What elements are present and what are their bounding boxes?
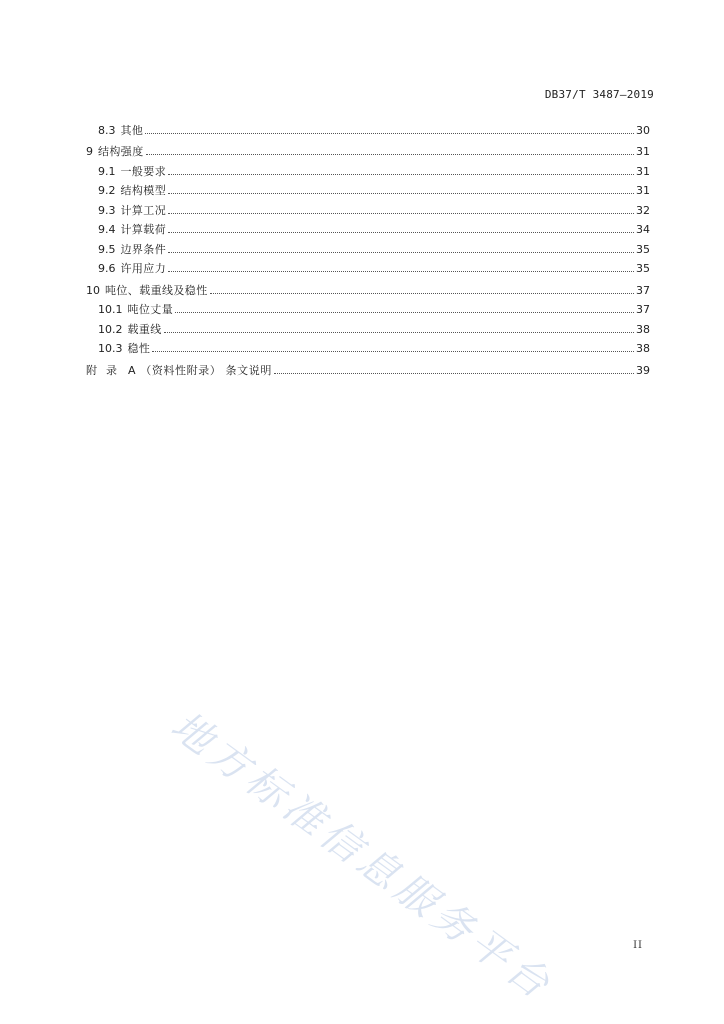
toc-leader-dots — [168, 193, 634, 194]
toc-leader-dots — [168, 213, 634, 214]
toc-item-page: 30 — [636, 123, 650, 137]
page-number: II — [633, 940, 643, 951]
toc-item[interactable] — [86, 116, 650, 136]
toc-item-number: 10.1 — [98, 303, 123, 316]
toc-item-number: 9.3 — [98, 203, 116, 217]
document-id: DB37/T 3487—2019 — [544, 88, 654, 101]
toc-item-title: 吨位、载重线及稳性 — [105, 283, 208, 297]
toc-leader-dots — [168, 174, 634, 175]
toc-item-title: 计算工况 — [120, 203, 167, 217]
toc-item-page: 38 — [636, 322, 650, 336]
toc-item[interactable] — [86, 216, 650, 236]
toc-item-number: 9.6 — [98, 262, 116, 275]
toc-item[interactable] — [86, 196, 650, 216]
toc-item-number: 10.3 — [98, 342, 123, 355]
toc-item-title: 稳性 — [127, 342, 151, 355]
toc-item-title: 结构强度 — [98, 145, 144, 158]
toc-item-title: 计算载荷 — [120, 223, 167, 236]
toc-item-number: 附录 — [86, 363, 126, 377]
toc-leader-dots — [210, 293, 634, 294]
toc-item-number: 9 — [86, 145, 93, 158]
watermark-text: 地方标准信息服务平台 — [162, 702, 562, 1011]
toc-leader-dots — [145, 133, 634, 134]
toc-item-appendix[interactable] — [86, 356, 650, 376]
toc-item-page: 32 — [636, 203, 650, 217]
toc-item-page: 34 — [636, 223, 650, 236]
toc-item-number: 9.4 — [98, 223, 116, 236]
toc-item[interactable] — [86, 335, 650, 355]
toc-item[interactable] — [86, 296, 650, 316]
toc-item-title: 载重线 — [127, 322, 162, 336]
toc-leader-dots — [168, 252, 634, 253]
toc-item[interactable] — [86, 255, 650, 275]
toc-leader-dots — [175, 312, 634, 313]
toc-item[interactable] — [86, 177, 650, 197]
toc-item-page: 39 — [636, 363, 650, 377]
toc-item-title: 吨位丈量 — [127, 303, 174, 316]
toc-item[interactable] — [86, 138, 650, 158]
toc-item-page: 35 — [636, 242, 650, 256]
toc-item-page: 37 — [636, 303, 650, 316]
toc-item-number: 10 — [86, 283, 100, 297]
toc-item-title: 边界条件 — [120, 242, 167, 256]
toc-item-page: 31 — [636, 164, 650, 178]
toc-leader-dots — [168, 271, 634, 272]
toc-item-title: 其他 — [120, 123, 144, 137]
toc-item[interactable] — [86, 315, 650, 335]
table-of-contents — [86, 116, 650, 376]
toc-item-number: 9.1 — [98, 164, 116, 178]
toc-leader-dots — [164, 332, 634, 333]
toc-item-page: 31 — [636, 184, 650, 197]
toc-item-title: A （资料性附录） 条文说明 — [128, 363, 272, 377]
toc-item-title: 许用应力 — [120, 262, 167, 275]
toc-item-number: 9.2 — [98, 184, 116, 197]
toc-item[interactable] — [86, 276, 650, 296]
toc-item-number: 9.5 — [98, 242, 116, 256]
toc-item-page: 31 — [636, 145, 650, 158]
toc-item-page: 37 — [636, 283, 650, 297]
toc-leader-dots — [152, 351, 634, 352]
toc-item-title: 一般要求 — [120, 164, 167, 178]
toc-item[interactable] — [86, 235, 650, 255]
toc-leader-dots — [274, 373, 634, 374]
toc-item-number: 10.2 — [98, 322, 123, 336]
toc-item[interactable] — [86, 157, 650, 177]
toc-leader-dots — [168, 232, 634, 233]
toc-item-page: 38 — [636, 342, 650, 355]
toc-item-number: 8.3 — [98, 123, 116, 137]
toc-item-title: 结构模型 — [120, 184, 167, 197]
toc-item-page: 35 — [636, 262, 650, 275]
toc-leader-dots — [146, 154, 634, 155]
